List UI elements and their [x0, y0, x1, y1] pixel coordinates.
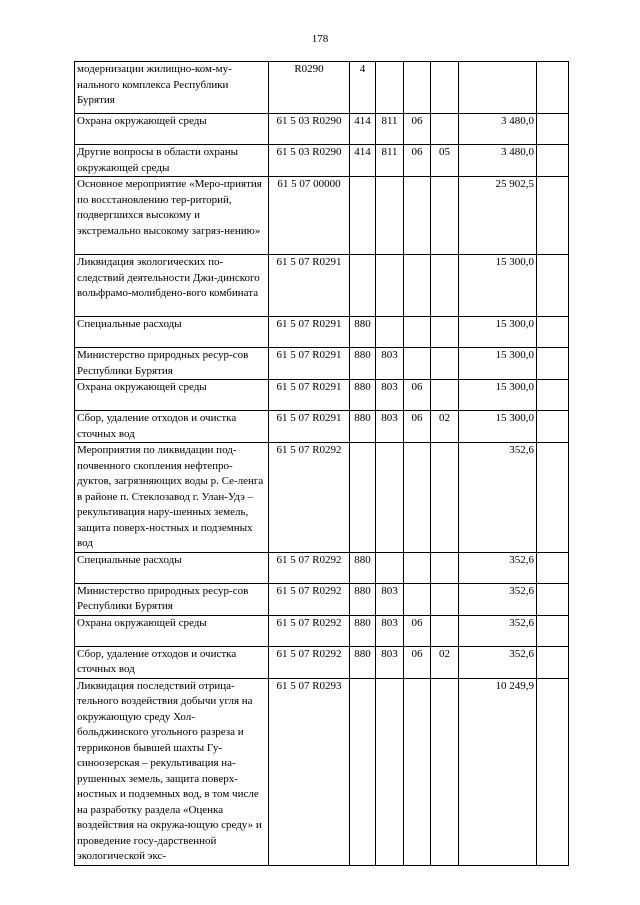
row-amount: 15 300,0 — [459, 411, 537, 443]
row-name: Министерство природных ресур-сов Республики Бурятия — [75, 583, 269, 615]
table-row — [75, 62, 569, 114]
table-row — [75, 552, 569, 583]
row-expense-type: 880 — [350, 615, 376, 646]
row-name: Мероприятия по ликвидации под-почвенного скопления нефтепро-дуктов, загрязняющих воды р. Се-ленга в районе п. Стеклозавод г. Улан-Удэ – рекультивация нару-шенных земель, защита поверх-ностных и подземных вод — [75, 443, 269, 553]
row-department-code — [376, 678, 404, 865]
row-department-code: 803 — [376, 646, 404, 678]
row-department-code — [376, 177, 404, 255]
row-name: Охрана окружающей среды — [75, 615, 269, 646]
budget-table — [74, 61, 569, 866]
row-extra-cell — [537, 145, 569, 177]
row-section-code — [404, 177, 431, 255]
row-department-code — [376, 443, 404, 553]
row-expense-type: 414 — [350, 145, 376, 177]
row-name: Министерство природных ресур-сов Республики Бурятия — [75, 348, 269, 380]
row-target-code: 61 5 07 R0292 — [269, 443, 350, 553]
row-extra-cell — [537, 615, 569, 646]
row-section-code — [404, 552, 431, 583]
row-target-code: 61 5 07 R0292 — [269, 646, 350, 678]
row-section-code: 06 — [404, 114, 431, 145]
row-section-code — [404, 678, 431, 865]
row-extra-cell — [537, 380, 569, 411]
row-expense-type: 880 — [350, 646, 376, 678]
row-department-code: 803 — [376, 583, 404, 615]
row-department-code — [376, 552, 404, 583]
row-section-code — [404, 583, 431, 615]
row-subsection-code — [431, 552, 459, 583]
row-department-code: 811 — [376, 114, 404, 145]
row-subsection-code — [431, 255, 459, 317]
table-row — [75, 114, 569, 145]
row-subsection-code — [431, 380, 459, 411]
row-amount: 25 902,5 — [459, 177, 537, 255]
row-amount: 15 300,0 — [459, 348, 537, 380]
row-name: Охрана окружающей среды — [75, 380, 269, 411]
row-department-code — [376, 255, 404, 317]
row-section-code: 06 — [404, 411, 431, 443]
row-section-code: 06 — [404, 615, 431, 646]
row-name: модернизации жилищно-ком-му-нального комплекса Республики Бурятия — [75, 62, 269, 114]
table-row — [75, 380, 569, 411]
table-row — [75, 177, 569, 255]
row-subsection-code — [431, 348, 459, 380]
row-expense-type: 880 — [350, 411, 376, 443]
row-section-code — [404, 62, 431, 114]
row-name: Специальные расходы — [75, 552, 269, 583]
row-amount: 15 300,0 — [459, 255, 537, 317]
row-target-code: 61 5 07 R0291 — [269, 255, 350, 317]
row-name: Охрана окружающей среды — [75, 114, 269, 145]
row-target-code: 61 5 07 R0291 — [269, 348, 350, 380]
row-target-code: 61 5 03 R0290 — [269, 145, 350, 177]
row-department-code — [376, 62, 404, 114]
row-expense-type — [350, 678, 376, 865]
row-target-code: 61 5 03 R0290 — [269, 114, 350, 145]
row-extra-cell — [537, 255, 569, 317]
row-target-code: 61 5 07 R0291 — [269, 317, 350, 348]
table-row — [75, 583, 569, 615]
row-subsection-code — [431, 583, 459, 615]
row-amount: 352,6 — [459, 552, 537, 583]
row-department-code: 803 — [376, 348, 404, 380]
row-name: Сбор, удаление отходов и очистка сточных вод — [75, 646, 269, 678]
row-section-code: 06 — [404, 145, 431, 177]
row-amount: 3 480,0 — [459, 145, 537, 177]
row-department-code: 803 — [376, 411, 404, 443]
row-extra-cell — [537, 552, 569, 583]
row-amount: 3 480,0 — [459, 114, 537, 145]
row-amount: 352,6 — [459, 646, 537, 678]
row-expense-type — [350, 177, 376, 255]
row-target-code: 61 5 07 R0292 — [269, 583, 350, 615]
row-extra-cell — [537, 678, 569, 865]
table-row — [75, 443, 569, 553]
row-name: Специальные расходы — [75, 317, 269, 348]
row-subsection-code — [431, 615, 459, 646]
table-row — [75, 255, 569, 317]
table-row — [75, 317, 569, 348]
row-extra-cell — [537, 411, 569, 443]
row-section-code: 06 — [404, 380, 431, 411]
row-section-code — [404, 317, 431, 348]
row-expense-type — [350, 255, 376, 317]
row-expense-type: 4 — [350, 62, 376, 114]
row-section-code — [404, 443, 431, 553]
row-expense-type — [350, 443, 376, 553]
page-number: 178 — [311, 33, 329, 45]
row-extra-cell — [537, 114, 569, 145]
row-subsection-code: 02 — [431, 411, 459, 443]
row-expense-type: 880 — [350, 552, 376, 583]
row-subsection-code — [431, 317, 459, 348]
row-section-code — [404, 255, 431, 317]
row-subsection-code — [431, 177, 459, 255]
row-name: Другие вопросы в области охраны окружающей среды — [75, 145, 269, 177]
row-extra-cell — [537, 177, 569, 255]
row-department-code: 803 — [376, 380, 404, 411]
table-row — [75, 678, 569, 865]
row-amount: 15 300,0 — [459, 317, 537, 348]
row-section-code: 06 — [404, 646, 431, 678]
table-body — [75, 62, 569, 866]
row-amount: 10 249,9 — [459, 678, 537, 865]
row-name: Сбор, удаление отходов и очистка сточных вод — [75, 411, 269, 443]
table-row — [75, 348, 569, 380]
row-extra-cell — [537, 62, 569, 114]
row-extra-cell — [537, 443, 569, 553]
table-row — [75, 145, 569, 177]
row-department-code — [376, 317, 404, 348]
row-extra-cell — [537, 583, 569, 615]
row-expense-type: 880 — [350, 317, 376, 348]
row-name: Основное мероприятие «Меро-приятия по восстановлению тер-риторий, подвергшихся высокому и экстремально высокому загряз-нению» — [75, 177, 269, 255]
table-row — [75, 411, 569, 443]
row-name: Ликвидация последствий отрица-тельного воздействия добычи угля на окружающую среду Хол-больджинского угольного разреза и терриконов бывшей шахты Гу-синоозерская – рекультивация на-рушенных земель, защита поверх-ностных и подземных вод, в том числе на разработку раздела «Оценка воздействия на окружа-ющую среду» и проведение госу-дарственной экологической экс- — [75, 678, 269, 865]
row-subsection-code — [431, 678, 459, 865]
row-subsection-code — [431, 62, 459, 114]
table-row — [75, 646, 569, 678]
row-name: Ликвидация экологических по-следствий деятельности Джи-динского вольфрамо-молибдено-вого комбината — [75, 255, 269, 317]
row-expense-type: 880 — [350, 380, 376, 411]
row-amount: 352,6 — [459, 443, 537, 553]
table-row — [75, 615, 569, 646]
row-amount: 15 300,0 — [459, 380, 537, 411]
row-target-code: 61 5 07 R0292 — [269, 552, 350, 583]
row-expense-type: 414 — [350, 114, 376, 145]
row-extra-cell — [537, 348, 569, 380]
row-target-code: 61 5 07 00000 — [269, 177, 350, 255]
row-expense-type: 880 — [350, 348, 376, 380]
row-expense-type: 880 — [350, 583, 376, 615]
row-target-code: R0290 — [269, 62, 350, 114]
row-subsection-code: 05 — [431, 145, 459, 177]
row-department-code: 811 — [376, 145, 404, 177]
row-amount: 352,6 — [459, 583, 537, 615]
row-target-code: 61 5 07 R0291 — [269, 411, 350, 443]
row-target-code: 61 5 07 R0292 — [269, 615, 350, 646]
row-target-code: 61 5 07 R0291 — [269, 380, 350, 411]
row-subsection-code — [431, 443, 459, 553]
row-department-code: 803 — [376, 615, 404, 646]
row-subsection-code: 02 — [431, 646, 459, 678]
row-extra-cell — [537, 317, 569, 348]
row-amount — [459, 62, 537, 114]
row-amount: 352,6 — [459, 615, 537, 646]
row-extra-cell — [537, 646, 569, 678]
row-subsection-code — [431, 114, 459, 145]
row-target-code: 61 5 07 R0293 — [269, 678, 350, 865]
row-section-code — [404, 348, 431, 380]
